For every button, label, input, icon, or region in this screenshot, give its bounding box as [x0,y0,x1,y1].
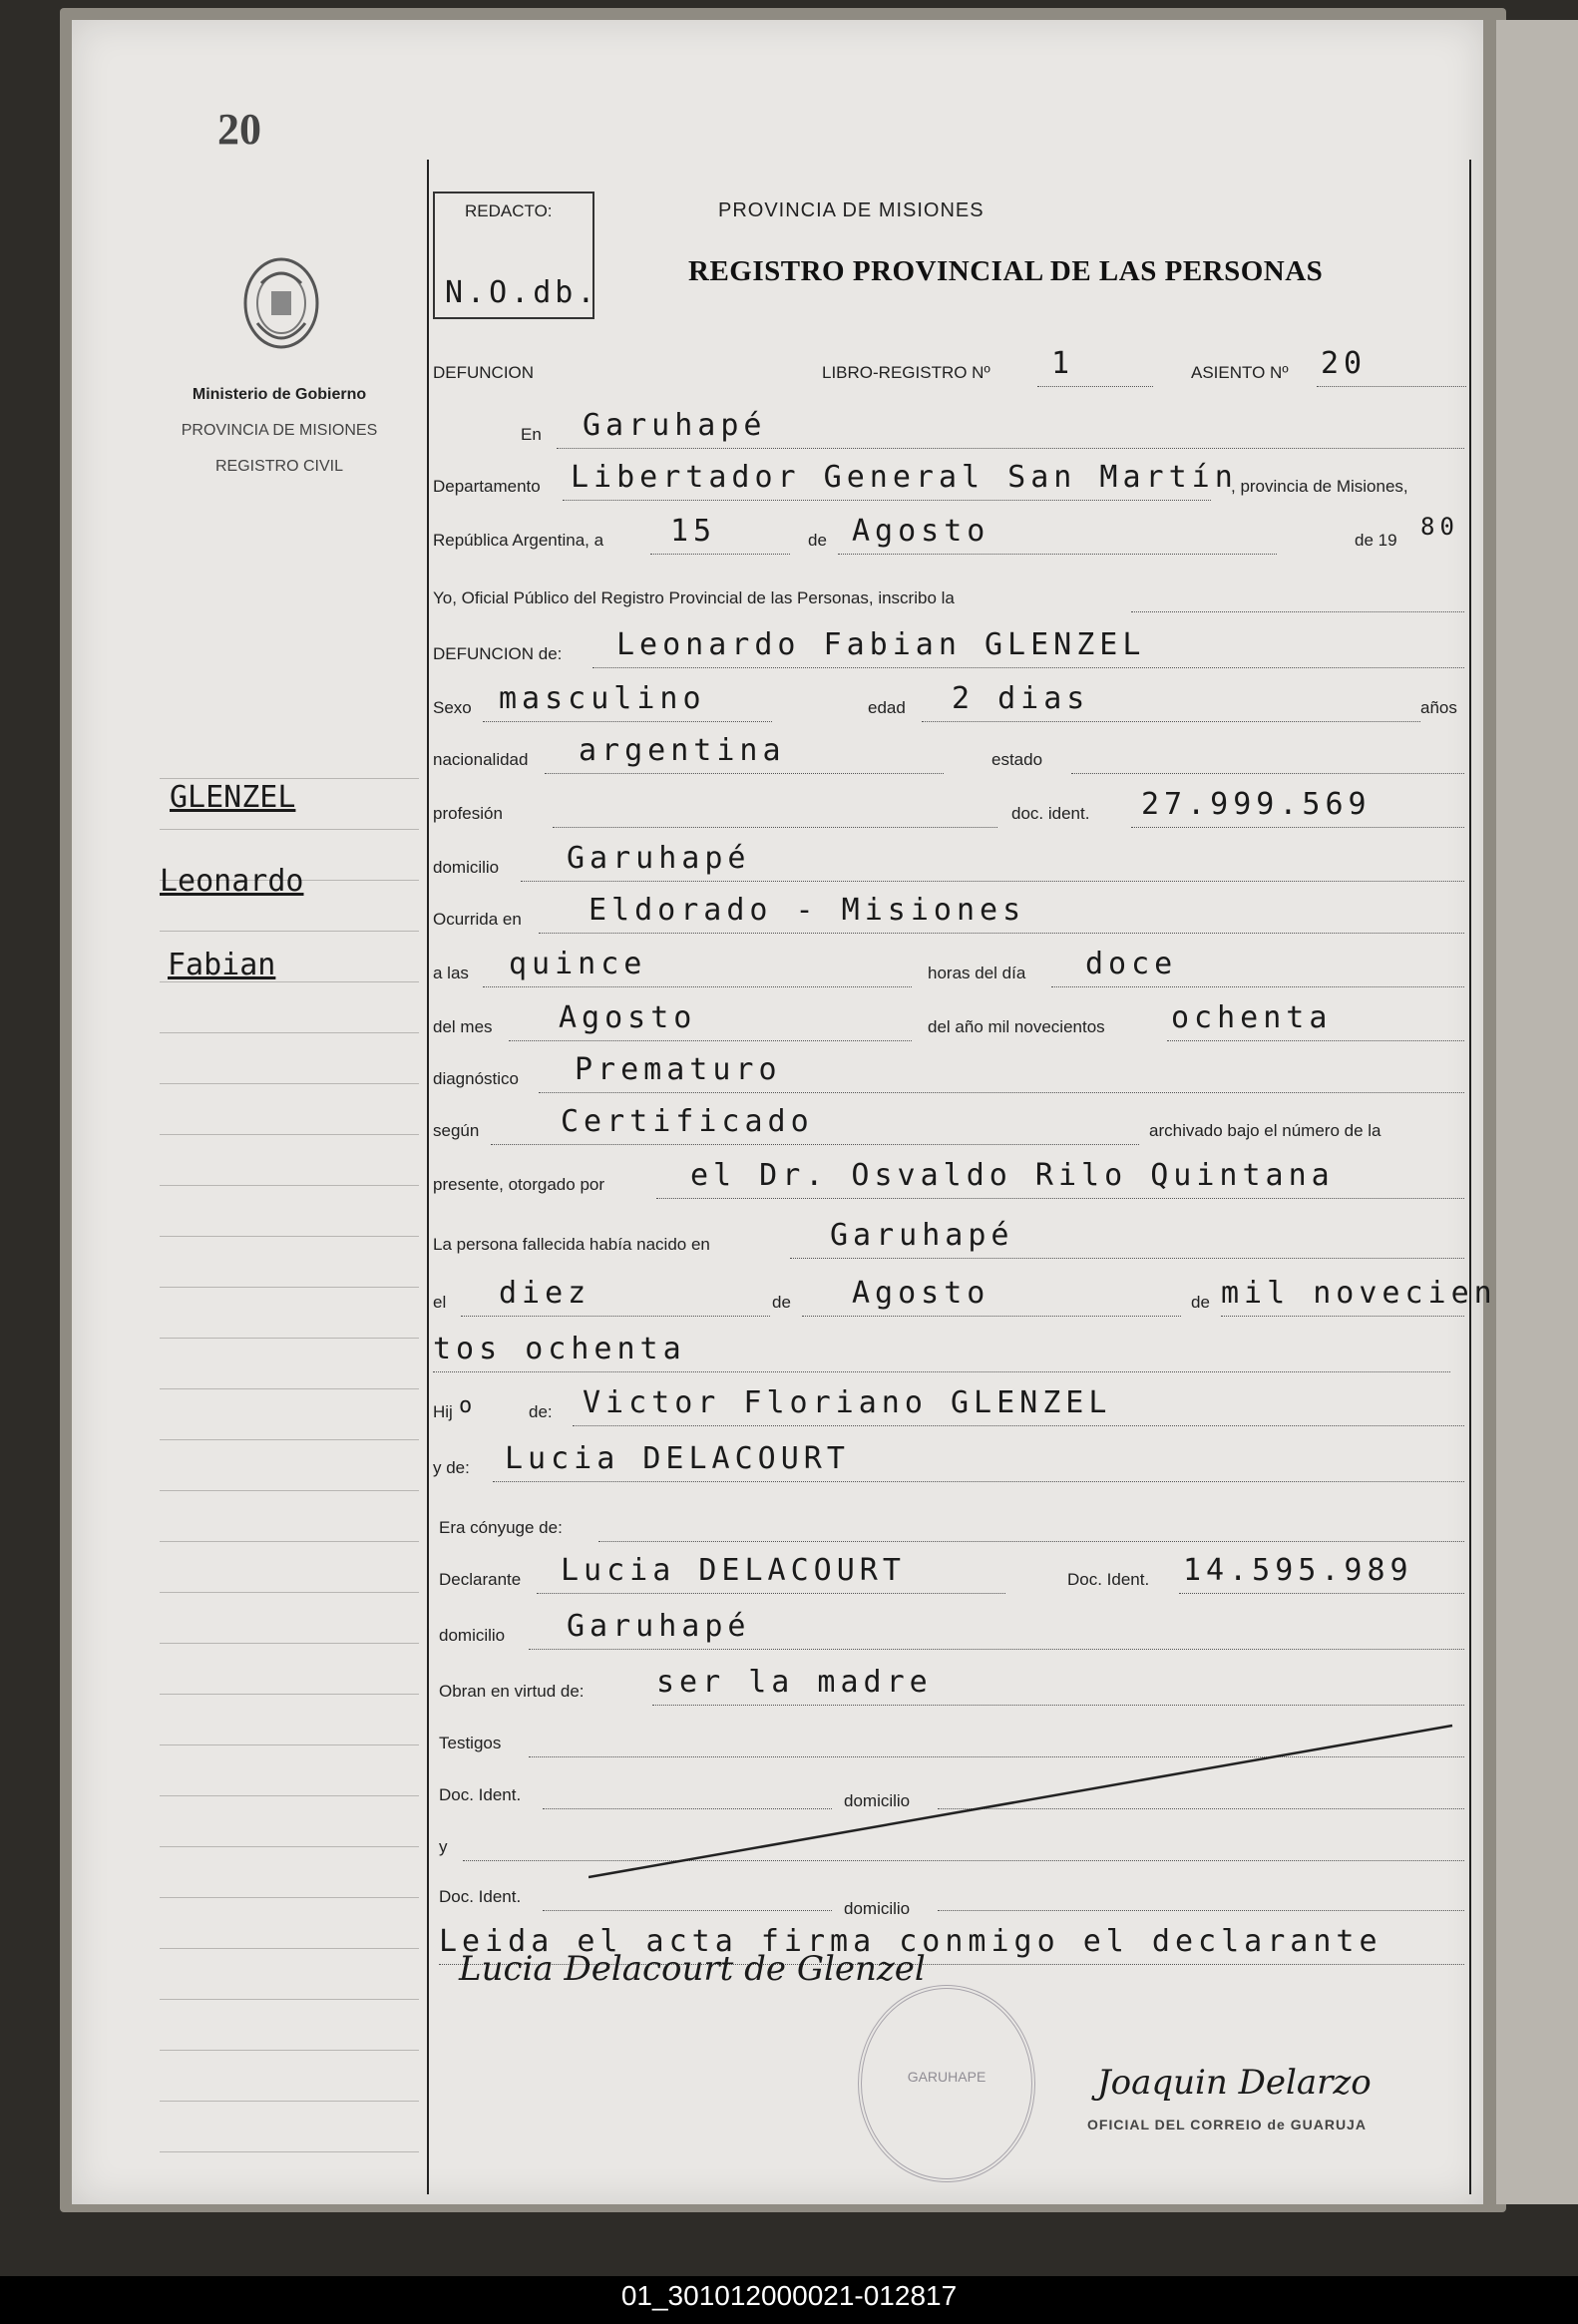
diagnostico-value: Prematuro [575,1052,782,1087]
el-label: el [433,1293,447,1312]
doc-label: doc. ident. [1011,804,1090,823]
margin-line [160,778,419,779]
dia-muerte-line [1051,986,1464,987]
sexo-value: masculino [499,681,706,716]
row-segun [433,1095,1470,1149]
coat-of-arms-icon [231,243,331,361]
margin-line [160,1134,419,1135]
row-hora [433,938,1470,991]
conyuge-line [598,1541,1464,1542]
redacto-value: N.O.db. [445,275,599,310]
row-profesion [433,778,1470,832]
domicilio-value: Garuhapé [567,841,751,876]
otorgado-value: el Dr. Osvaldo Rilo Quintana [690,1158,1335,1193]
margin-line [160,1490,419,1491]
del-mes-label: del mes [433,1017,493,1036]
row-nacimiento-cont [433,1323,1470,1376]
mes-value: Agosto [852,514,990,549]
stamp-text: GARUHAPE [907,2069,986,2085]
madre-value: Lucia DELACOURT [505,1441,850,1476]
testigos-label: Testigos [439,1734,502,1752]
margin-line [160,1388,419,1389]
margin-first-name: Leonardo [160,864,304,899]
margin-line [160,1439,419,1440]
hijo-suffix: o [459,1393,478,1418]
asiento-label: ASIENTO Nº [1191,363,1289,382]
margin-line [160,1541,419,1542]
row-sexo [433,672,1470,726]
nacido-line [790,1258,1464,1259]
libro-label: LIBRO-REGISTRO Nº [822,363,990,382]
domicilio-line [521,881,1464,882]
defuncion-de-value: Leonardo Fabian GLENZEL [616,627,1146,662]
sexo-label: Sexo [433,698,472,717]
asiento-value: 20 [1321,346,1368,381]
anio-muerte-line [1167,1040,1464,1041]
margin-line [160,1338,419,1339]
row-mes-muerte [433,991,1470,1045]
anio-mil-label: del año mil novecientos [928,1017,1105,1036]
row-defuncion-de [433,618,1470,672]
margin-line [160,1032,419,1033]
de-label: de [808,531,827,550]
madre-line [493,1481,1464,1482]
nacido-label: La persona fallecida había nacido en [433,1235,710,1254]
margin-line [160,1948,419,1949]
defuncion-de-label: DEFUNCION de: [433,644,563,663]
padre-line [573,1425,1464,1426]
declarante-signature: Lucia Delacourt de Glenzel [459,1949,926,1989]
t-y-label: y [439,1837,448,1856]
profesion-line [553,827,997,828]
doc-line [1131,827,1464,828]
republica-label: República Argentina, a [433,531,604,550]
obran-line [652,1705,1464,1706]
en-value: Garuhapé [583,408,767,443]
de3-label: de [1191,1293,1210,1312]
row-oficial [433,563,1470,616]
footer-id: 01_301012000021-012817 [620,2280,958,2311]
de4-label: de: [529,1402,553,1421]
presente-line [656,1198,1464,1199]
departamento-line [563,500,1211,501]
diagnostico-label: diagnóstico [433,1069,520,1088]
provincia-label: , provincia de Misiones, [1231,477,1408,496]
row-nacido [433,1209,1470,1263]
margin-line [160,829,419,830]
row-departamento [433,451,1470,505]
padre-value: Victor Floriano GLENZEL [583,1385,1112,1420]
row-fecha [433,505,1470,559]
doc-declarante-value: 14.595.989 [1183,1553,1413,1588]
closing-text: Leida el acta firma conmigo el declarante [439,1924,1382,1959]
estado-line [1071,773,1464,774]
t-doc-label: Doc. Ident. [439,1785,522,1804]
margin-line [160,1592,419,1593]
margin-line [160,2151,419,2152]
margin-line [160,2050,419,2051]
t-doc2-label: Doc. Ident. [439,1887,522,1906]
province-title: PROVINCIA DE MISIONES [718,199,985,221]
row-obran [433,1656,1470,1710]
edad-value: 2 dias [952,681,1090,716]
domicilio-label: domicilio [433,858,500,877]
cancel-slash [589,1722,1456,1881]
nacionalidad-line [545,773,944,774]
mes-muerte-value: Agosto [559,1000,697,1035]
row-padre [433,1376,1470,1430]
row-presente [433,1149,1470,1203]
obran-label: Obran en virtud de: [439,1682,585,1701]
ministry-province: PROVINCIA DE MISIONES [181,422,378,439]
nac-anio2-line [433,1371,1450,1372]
nac-dia-value: diez [499,1276,592,1311]
t-dom-label: domicilio [844,1791,911,1810]
ministry-office: REGISTRO CIVIL [214,458,344,475]
page-number: 20 [217,105,261,154]
doc-ident-label: Doc. Ident. [1067,1570,1150,1589]
ministry-name: Ministerio de Gobierno [192,386,367,403]
row-domicilio [433,832,1470,886]
nacionalidad-label: nacionalidad [433,750,529,769]
domicilio-declarante-value: Garuhapé [567,1609,751,1644]
nac-anio2-value: tos ochenta [433,1332,686,1366]
row-domicilio-declarante [433,1600,1470,1654]
tipo-label: DEFUNCION [433,363,535,382]
margin-line [160,1694,419,1695]
margin-ruled-lines [160,778,419,2194]
domicilio2-label: domicilio [439,1626,506,1645]
nac-dia-line [461,1316,770,1317]
libro-line [1037,386,1153,387]
margin-line [160,1897,419,1898]
y-de-label: y de: [433,1458,470,1477]
row-madre [433,1432,1470,1486]
declarante-line [537,1593,1005,1594]
oficial-signature: Joaquin Delarzo [1097,2063,1372,2103]
registry-stamp [858,1985,1035,2182]
nacido-value: Garuhapé [830,1218,1014,1253]
margin-line [160,1846,419,1847]
declarante-label: Declarante [439,1570,522,1589]
margin-line [160,1083,419,1084]
diagnostico-line [539,1092,1464,1093]
declarante-value: Lucia DELACOURT [561,1553,906,1588]
hora-value: quince [509,947,647,981]
margin-line [160,1185,419,1186]
mes-muerte-line [509,1040,912,1041]
profesion-label: profesión [433,804,503,823]
doc-value: 27.999.569 [1141,787,1372,822]
en-line [557,448,1464,449]
margin-line [160,931,419,932]
margin-line [160,1236,419,1237]
hora-line [483,986,912,987]
t-dom2-label: domicilio [844,1899,911,1918]
column-divider [427,160,429,2194]
row-conyuge [433,1492,1470,1546]
row-diagnostico [433,1043,1470,1097]
segun-value: Certificado [561,1104,814,1139]
registry-title: REGISTRO PROVINCIAL DE LAS PERSONAS [688,255,1324,287]
en-label: En [521,425,542,444]
edad-line [922,721,1420,722]
estado-label: estado [991,750,1043,769]
anio-label: de 19 [1355,531,1397,550]
redacto-box [433,192,599,319]
row-declarante [433,1544,1470,1598]
margin-line [160,1795,419,1796]
margin-surname: GLENZEL [170,780,296,815]
domicilio-declarante-line [529,1649,1464,1650]
archivado-label: archivado bajo el número de la [1149,1121,1381,1140]
presente-label: presente, otorgado por [433,1175,605,1194]
departamento-label: Departamento [433,477,541,496]
sexo-line [483,721,772,722]
image-footer [0,2276,1578,2324]
row-ocurrida [433,884,1470,938]
margin-line [160,1744,419,1745]
t-doc2-line [543,1910,832,1911]
edad-label: edad [868,698,906,717]
segun-label: según [433,1121,480,1140]
mes-line [838,554,1277,555]
libro-value: 1 [1051,346,1075,381]
asiento-line [1317,386,1466,387]
a-las-label: a las [433,964,469,982]
row-nacionalidad [433,724,1470,778]
redacto-label: REDACTO: [465,201,553,220]
segun-line [491,1144,1139,1145]
anio-muerte-value: ochenta [1171,1000,1333,1035]
margin-line [160,1287,419,1288]
oficial-seal: OFICIAL DEL CORREIO de GUARUJA [1087,2117,1367,2132]
dia-line [650,554,790,555]
ocurrida-label: Ocurrida en [433,910,522,929]
nac-mes-value: Agosto [852,1276,990,1311]
nacionalidad-value: argentina [579,733,786,768]
de2-label: de [772,1293,791,1312]
conyuge-label: Era cónyuge de: [439,1518,563,1537]
nac-anio1-line [1221,1316,1464,1317]
dia-value: 15 [670,514,717,549]
oficial-label: Yo, Oficial Público del Registro Provincial de las Personas, inscribo la [433,588,955,607]
nac-anio1-value: mil novecien [1221,1276,1497,1311]
doc-declarante-line [1179,1593,1464,1594]
obran-value: ser la madre [656,1665,933,1700]
row-nacimiento [433,1267,1497,1321]
margin-line [160,2101,419,2102]
row-en [433,399,1470,453]
margin-line [160,1643,419,1644]
t-dom2-line [938,1910,1464,1911]
anos-label: años [1420,698,1457,717]
defuncion-de-line [592,667,1464,668]
margin-line [160,1999,419,2000]
horas-label: horas del día [928,964,1026,982]
departamento-value: Libertador General San Martín [571,460,1238,495]
margin-second-name: Fabian [168,948,276,982]
hijo-label: Hij [433,1402,453,1421]
ministry-block [150,377,409,485]
ocurrida-line [539,933,1464,934]
ocurrida-value: Eldorado - Misiones [589,893,1026,928]
dia-muerte-value: doce [1085,947,1178,981]
nac-mes-line [802,1316,1181,1317]
oficial-line [1131,611,1464,612]
anio-value: 80 [1420,513,1459,541]
row-registro [433,337,1470,391]
adjacent-page-edge [1496,20,1578,2204]
